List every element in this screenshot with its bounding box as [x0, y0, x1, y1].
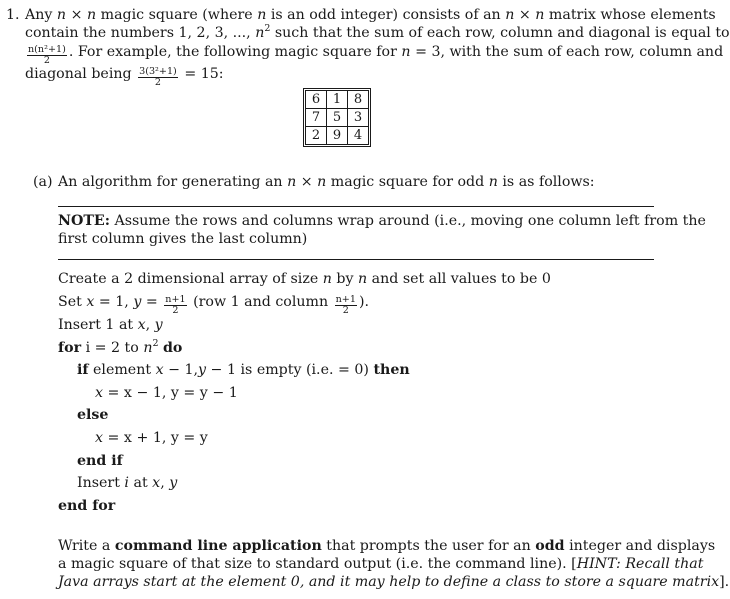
note-top-rule — [58, 206, 654, 207]
table-cell: 5 — [327, 109, 348, 127]
task-line-2: a magic square of that size to standard output (i.e. the command line). [HINT: Recall that — [58, 556, 704, 572]
algo-assign-2: x = x + 1, y = y — [95, 430, 208, 446]
part-a-text: An algorithm for generating an n × n magic square for odd n is as follows: — [58, 174, 595, 190]
table-cell: 3 — [348, 109, 369, 127]
task-line-3: Java arrays start at the element 0, and it may help to define a class to store a square matrix]. — [58, 574, 730, 590]
algo-set: Set x = 1, y = $\frac{n+1}{2}$ (row 1 and column $\frac{n+1}{2}$ ). — [58, 294, 369, 316]
note-line-2: first column gives the last column) — [58, 231, 308, 247]
problem-number: 1. — [6, 7, 20, 23]
problem-line-4: diagonal being $\frac{\text{3(3²+1)}}{2}$ = 15: — [25, 66, 224, 88]
table-cell: 4 — [348, 127, 369, 145]
fraction-sum: $\frac{\text{n(n²+1)}}{2}$ — [28, 44, 66, 66]
problem-line-1: Any n × n magic square (where n is an odd integer) consists of an n × n matrix whose elements — [25, 7, 716, 23]
table-row — [306, 91, 369, 109]
algo-for: for i = 2 to $n^2$ do — [58, 338, 183, 356]
algo-end-for: end for — [58, 498, 116, 514]
magic-square-table — [305, 90, 369, 145]
table-cell: 8 — [348, 91, 369, 109]
algo-if: if element x − 1,y − 1 is empty (i.e. = 0) then — [77, 362, 410, 378]
algo-insert-1: Insert 1 at x, y — [58, 317, 163, 333]
table-cell: 1 — [327, 91, 348, 109]
algo-else: else — [77, 407, 109, 423]
table-cell: 9 — [327, 127, 348, 145]
fraction-example: $\frac{\text{3(3²+1)}}{2}$ — [139, 66, 177, 88]
table-cell: 2 — [306, 127, 327, 145]
algo-create: Create a 2 dimensional array of size n by n and set all values to be 0 — [58, 271, 551, 287]
problem-line-2: contain the numbers 1, 2, 3, ..., $n^2$ such that the sum of each row, column and diagonal is equal to — [25, 23, 730, 41]
algo-end-if: end if — [77, 453, 123, 469]
problem-line-3: $\frac{\text{n(n²+1)}}{2}$ . For example, the following magic square for n = 3, with the sum of each row, column and — [28, 44, 724, 66]
note-line-1: NOTE: Assume the rows and columns wrap around (i.e., moving one column left from the — [58, 213, 706, 229]
algo-insert-i: Insert i at x, y — [77, 475, 178, 491]
note-bottom-rule — [58, 259, 654, 260]
table-row — [306, 127, 369, 145]
table-cell: 6 — [306, 91, 327, 109]
table-row — [306, 109, 369, 127]
table-cell: 7 — [306, 109, 327, 127]
part-a-label: (a) — [33, 174, 53, 190]
algo-assign-1: x = x − 1, y = y − 1 — [95, 385, 238, 401]
task-line-1: Write a command line application that prompts the user for an odd integer and displays — [58, 538, 716, 554]
